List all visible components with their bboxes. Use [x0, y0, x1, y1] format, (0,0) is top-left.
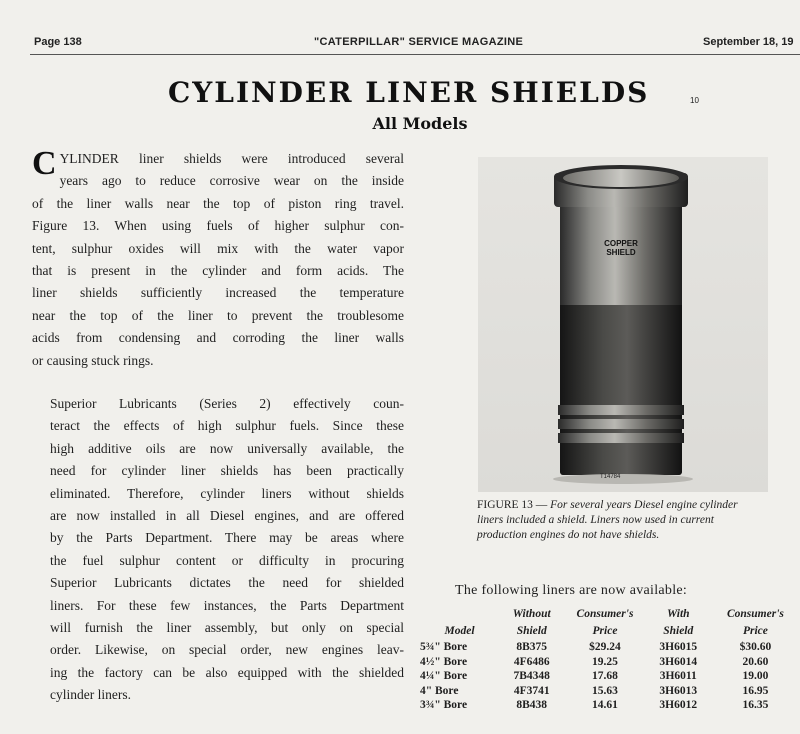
copper-shield-label [591, 239, 651, 257]
article-title: CYLINDER LINER SHIELDS [168, 76, 650, 109]
shield-label-line: COPPER [604, 239, 638, 248]
cell-price-with-shield: 19.00 [742, 670, 769, 682]
cell-price-without-shield: 14.61 [592, 699, 618, 711]
paragraph-intro [32, 145, 404, 372]
column-header: With Shield [663, 608, 694, 637]
caption-text: For several years Diesel engine cylinder liners included a shield. Liners now used in current production engines do not have shields. [477, 499, 738, 541]
paragraph-line: of the liner walls near the top of piston ring travel. [32, 195, 404, 211]
column-header: Model [444, 625, 475, 637]
paragraph-line: ing the factory can be also equipped with the shielded [50, 664, 404, 680]
publication-name: "CATERPILLAR" SERVICE MAGAZINE [314, 36, 524, 48]
shield-label-line: SHIELD [606, 248, 636, 257]
cell-model: 4¼" Bore [420, 670, 468, 682]
table-row [420, 698, 800, 713]
liners-table [420, 606, 800, 713]
cell-price-without-shield: 19.25 [592, 655, 618, 668]
paragraph-line: liner shields sufficiently increased the temperature [32, 285, 404, 301]
paragraph-line: teract the effects of high sulphur fuels. Since these [50, 418, 404, 434]
paragraph-line: YLINDER liner shields were introduced several [59, 151, 404, 166]
paragraph-line: acids from condensing and corroding the liner walls [32, 330, 404, 346]
paragraph-line: Figure 13. When using fuels of higher sulphur con- [32, 218, 404, 234]
cell-price-with-shield: 16.35 [742, 699, 769, 711]
paragraph-line: Superior Lubricants dictates the need for shielded [50, 575, 404, 591]
table-intro: The following liners are now available: [455, 583, 688, 598]
page-number: Page 138 [34, 36, 82, 48]
paragraph-line: will furnish the liner assembly, but only on special [50, 620, 404, 636]
figure-caption [477, 498, 762, 543]
paragraph-line: the fuel sulphur content or difficulty in procuring [50, 552, 404, 568]
cell-part-with-shield: 3H6015 [659, 641, 698, 653]
cell-model: 5¾" Bore [420, 641, 468, 653]
cell-price-with-shield: 20.60 [742, 655, 769, 668]
cell-price-with-shield: $30.60 [739, 641, 772, 653]
paragraph-line: cylinder liners. [50, 687, 131, 703]
cell-part-with-shield: 3H6013 [659, 684, 698, 697]
table-row [420, 640, 800, 655]
table-row [420, 655, 800, 670]
cell-model: 4" Bore [420, 684, 459, 697]
cylinder-liner-illustration [478, 157, 768, 492]
cell-price-without-shield: 17.68 [592, 670, 618, 682]
title-footnote-mark: 10 [690, 96, 699, 105]
cell-part-without-shield: 8B375 [516, 641, 548, 653]
column-header: Without Shield [512, 608, 551, 637]
issue-date: September 18, 19 [703, 36, 794, 48]
paragraph-line: eliminated. Therefore, cylinder liners without shields [50, 485, 404, 501]
paragraph-line: need for cylinder liner shields has been practically [50, 463, 404, 479]
subtitle-text: All Models [372, 114, 468, 133]
paragraph-line: tent, sulphur oxides will mix with the water vapor [32, 240, 404, 256]
table-row [420, 684, 800, 699]
cell-part-without-shield: 4F3741 [513, 684, 550, 697]
cell-model: 4½" Bore [420, 655, 468, 668]
cell-model: 3¾" Bore [420, 699, 468, 711]
column-header: Consumer's Price [726, 608, 784, 637]
photo-code: T14784 [600, 474, 621, 480]
header-rule [30, 54, 800, 55]
table-row [420, 669, 800, 684]
paragraph-line: are now installed in all Diesel engines, and are offered [50, 508, 404, 524]
paragraph-line: Superior Lubricants (Series 2) effectively coun- [50, 396, 404, 411]
paragraph-line: order. Likewise, on special order, new engines leav- [50, 642, 404, 658]
paragraph-line: by the Parts Department. There may be areas where [50, 530, 404, 546]
cell-part-with-shield: 3H6011 [659, 670, 697, 682]
cell-part-without-shield: 8B438 [516, 699, 548, 711]
column-header: Consumer's Price [576, 608, 634, 637]
table-header-row [420, 606, 800, 640]
cell-part-with-shield: 3H6012 [659, 699, 698, 711]
paragraph-line: that is present in the cylinder and form acids. The [32, 263, 404, 279]
paragraph-line: or causing stuck rings. [32, 352, 154, 368]
paragraph-line: near the top of the liner to prevent the troublesome [32, 307, 404, 323]
cell-part-with-shield: 3H6014 [659, 655, 698, 668]
cell-price-with-shield: 16.95 [742, 684, 769, 697]
cell-price-without-shield: $29.24 [589, 641, 621, 653]
drop-cap: C [32, 145, 57, 182]
paragraph-lubricants [32, 393, 404, 707]
cylinder-liner-photo [478, 157, 768, 492]
paragraph-line: years ago to reduce corrosive wear on the inside [59, 173, 404, 189]
cell-part-without-shield: 4F6486 [513, 655, 550, 668]
paragraph-line: high additive oils are now universally available, the [50, 440, 404, 456]
cell-price-without-shield: 15.63 [592, 684, 618, 697]
article-subtitle [0, 114, 800, 133]
caption-lead: FIGURE 13 — [477, 499, 548, 511]
cell-part-without-shield: 7B4348 [513, 670, 550, 682]
paragraph-line: liners. For these few instances, the Parts Department [50, 597, 404, 613]
